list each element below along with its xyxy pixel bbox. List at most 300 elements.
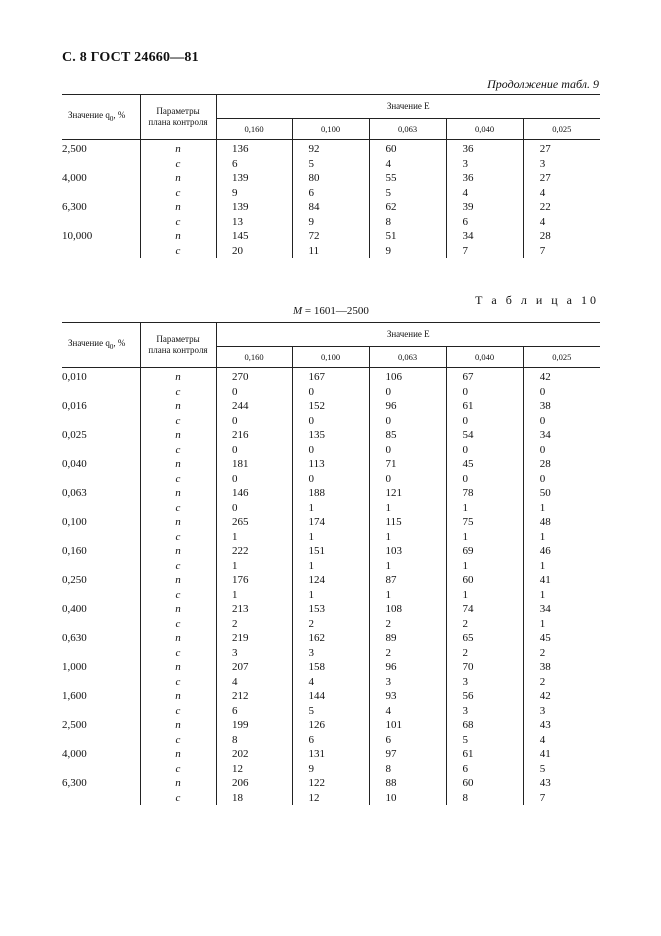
value-cell: 219 bbox=[216, 631, 292, 646]
value-cell: 38 bbox=[539, 661, 551, 673]
value-cell: 34 bbox=[446, 229, 523, 244]
table-row bbox=[62, 171, 600, 186]
value-cell: 74 bbox=[446, 602, 523, 617]
param-cell: c bbox=[140, 559, 216, 574]
table-row bbox=[62, 617, 600, 632]
param-cell: n bbox=[140, 660, 216, 675]
param-cell: c bbox=[140, 646, 216, 661]
value-cell: 2 bbox=[369, 646, 446, 661]
table-row bbox=[62, 704, 600, 719]
value-cell: 71 bbox=[369, 457, 446, 472]
param-cell: n bbox=[140, 718, 216, 733]
table-row bbox=[62, 689, 600, 704]
value-cell: 10 bbox=[369, 791, 446, 806]
table-row bbox=[62, 368, 600, 385]
value-cell: 92 bbox=[292, 140, 369, 157]
value-cell: 3 bbox=[369, 675, 446, 690]
value-cell: 207 bbox=[216, 660, 292, 675]
value-cell: 4 bbox=[539, 215, 546, 228]
value-cell: 145 bbox=[216, 229, 292, 244]
value-cell: 1 bbox=[292, 559, 369, 574]
value-cell: 181 bbox=[216, 457, 292, 472]
value-cell: 2 bbox=[446, 646, 523, 661]
param-cell: n bbox=[140, 486, 216, 501]
table-9-continuation bbox=[62, 94, 600, 258]
value-cell: 3 bbox=[446, 675, 523, 690]
value-cell: 2 bbox=[539, 646, 546, 659]
value-cell: 85 bbox=[369, 428, 446, 443]
continuation-label: Продолжение табл. 9 bbox=[487, 77, 599, 91]
params-header: Параметры плана контроля bbox=[140, 95, 216, 140]
q0-cell: 0,100 bbox=[62, 515, 140, 530]
table-row bbox=[62, 747, 600, 762]
e-value-header: 0,040 bbox=[446, 119, 523, 140]
table-row bbox=[62, 140, 600, 157]
value-cell: 5 bbox=[292, 704, 369, 719]
value-cell: 1 bbox=[216, 588, 292, 603]
value-cell: 45 bbox=[539, 632, 551, 644]
value-cell: 206 bbox=[216, 776, 292, 791]
param-cell: n bbox=[140, 573, 216, 588]
table-row bbox=[62, 385, 600, 400]
e-value-header: 0,160 bbox=[216, 347, 292, 368]
value-cell: 41 bbox=[539, 748, 551, 760]
value-cell: 22 bbox=[539, 201, 551, 213]
value-cell: 5 bbox=[292, 157, 369, 172]
value-cell: 48 bbox=[539, 516, 551, 528]
value-cell: 9 bbox=[369, 244, 446, 259]
param-cell: c bbox=[140, 733, 216, 748]
table-body bbox=[62, 368, 600, 806]
value-cell: 34 bbox=[539, 603, 551, 615]
param-cell: n bbox=[140, 689, 216, 704]
value-cell: 18 bbox=[216, 791, 292, 806]
value-cell: 2 bbox=[216, 617, 292, 632]
value-cell: 80 bbox=[292, 171, 369, 186]
value-cell: 6 bbox=[292, 186, 369, 201]
param-cell: n bbox=[140, 602, 216, 617]
value-cell: 0 bbox=[292, 443, 369, 458]
param-cell: c bbox=[140, 791, 216, 806]
value-cell: 2 bbox=[292, 617, 369, 632]
value-cell: 4 bbox=[369, 157, 446, 172]
param-cell: c bbox=[140, 675, 216, 690]
table-row bbox=[62, 472, 600, 487]
table-row bbox=[62, 186, 600, 201]
q0-cell: 0,040 bbox=[62, 457, 140, 472]
value-cell: 61 bbox=[446, 399, 523, 414]
value-cell: 38 bbox=[539, 400, 551, 412]
value-cell: 8 bbox=[216, 733, 292, 748]
value-cell: 4 bbox=[216, 675, 292, 690]
value-cell: 36 bbox=[446, 171, 523, 186]
value-cell: 9 bbox=[292, 762, 369, 777]
q0-cell bbox=[62, 675, 140, 690]
param-cell: c bbox=[140, 385, 216, 400]
q0-cell bbox=[62, 791, 140, 806]
value-cell: 135 bbox=[292, 428, 369, 443]
value-cell: 7 bbox=[446, 244, 523, 259]
q0-cell bbox=[62, 501, 140, 516]
table-row bbox=[62, 573, 600, 588]
value-cell: 8 bbox=[369, 762, 446, 777]
value-cell: 162 bbox=[292, 631, 369, 646]
table-row bbox=[62, 733, 600, 748]
param-cell: n bbox=[140, 428, 216, 443]
value-cell: 202 bbox=[216, 747, 292, 762]
q0-cell bbox=[62, 530, 140, 545]
value-cell: 69 bbox=[446, 544, 523, 559]
q0-cell bbox=[62, 646, 140, 661]
value-cell: 2 bbox=[446, 617, 523, 632]
value-cell: 0 bbox=[369, 385, 446, 400]
table-row bbox=[62, 791, 600, 806]
value-cell: 9 bbox=[292, 215, 369, 230]
param-cell: c bbox=[140, 414, 216, 429]
value-cell: 41 bbox=[539, 574, 551, 586]
q0-cell bbox=[62, 472, 140, 487]
table-row bbox=[62, 229, 600, 244]
q0-cell: 0,250 bbox=[62, 573, 140, 588]
table-row bbox=[62, 457, 600, 472]
value-cell: 11 bbox=[292, 244, 369, 259]
table-row bbox=[62, 602, 600, 617]
param-cell: n bbox=[140, 515, 216, 530]
value-cell: 176 bbox=[216, 573, 292, 588]
value-cell: 13 bbox=[216, 215, 292, 230]
q0-cell: 10,000 bbox=[62, 229, 140, 244]
e-value-header: 0,100 bbox=[292, 119, 369, 140]
table-row bbox=[62, 718, 600, 733]
value-cell: 88 bbox=[369, 776, 446, 791]
value-cell: 151 bbox=[292, 544, 369, 559]
table-row bbox=[62, 157, 600, 172]
value-cell: 0 bbox=[539, 385, 546, 398]
value-cell: 70 bbox=[446, 660, 523, 675]
value-cell: 1 bbox=[446, 530, 523, 545]
q0-cell bbox=[62, 414, 140, 429]
param-cell: n bbox=[140, 399, 216, 414]
page-header: С. 8 ГОСТ 24660—81 bbox=[62, 50, 199, 65]
value-cell: 3 bbox=[292, 646, 369, 661]
value-cell: 139 bbox=[216, 171, 292, 186]
e-value-header: 0,100 bbox=[292, 347, 369, 368]
value-cell: 108 bbox=[369, 602, 446, 617]
param-cell: c bbox=[140, 588, 216, 603]
value-cell: 7 bbox=[539, 244, 546, 257]
table-10 bbox=[62, 322, 600, 805]
value-cell: 62 bbox=[369, 200, 446, 215]
value-cell: 67 bbox=[446, 368, 523, 385]
param-cell: n bbox=[140, 776, 216, 791]
value-cell: 1 bbox=[539, 617, 546, 630]
q0-cell bbox=[62, 385, 140, 400]
e-value-header: 0,025 bbox=[523, 347, 600, 368]
q0-cell: 4,000 bbox=[62, 747, 140, 762]
value-cell: 7 bbox=[539, 791, 546, 804]
value-cell: 3 bbox=[446, 157, 523, 172]
value-cell: 1 bbox=[446, 588, 523, 603]
value-cell: 0 bbox=[216, 443, 292, 458]
value-cell: 1 bbox=[369, 530, 446, 545]
value-cell: 122 bbox=[292, 776, 369, 791]
e-value-header: 0,063 bbox=[369, 347, 446, 368]
table-row bbox=[62, 501, 600, 516]
q0-cell: 0,160 bbox=[62, 544, 140, 559]
value-cell: 72 bbox=[292, 229, 369, 244]
param-cell: n bbox=[140, 544, 216, 559]
param-cell: c bbox=[140, 704, 216, 719]
value-cell: 89 bbox=[369, 631, 446, 646]
table-row bbox=[62, 428, 600, 443]
value-cell: 0 bbox=[216, 385, 292, 400]
value-cell: 61 bbox=[446, 747, 523, 762]
q0-header: Значение $q_0$, % bbox=[62, 323, 140, 368]
value-cell: 0 bbox=[216, 501, 292, 516]
value-cell: 54 bbox=[446, 428, 523, 443]
table-10-subtitle: M = 1601—2500 bbox=[293, 305, 369, 317]
q0-cell bbox=[62, 762, 140, 777]
value-cell: 126 bbox=[292, 718, 369, 733]
value-cell: 96 bbox=[369, 399, 446, 414]
value-cell: 4 bbox=[539, 186, 546, 199]
value-cell: 174 bbox=[292, 515, 369, 530]
value-cell: 0 bbox=[539, 443, 546, 456]
e-value-header: 0,025 bbox=[523, 119, 600, 140]
param-cell: c bbox=[140, 215, 216, 230]
value-cell: 60 bbox=[369, 140, 446, 157]
value-cell: 55 bbox=[369, 171, 446, 186]
q0-cell: 0,400 bbox=[62, 602, 140, 617]
q0-cell bbox=[62, 443, 140, 458]
value-cell: 0 bbox=[216, 414, 292, 429]
value-cell: 8 bbox=[369, 215, 446, 230]
value-cell: 84 bbox=[292, 200, 369, 215]
value-cell: 1 bbox=[216, 559, 292, 574]
q0-cell bbox=[62, 244, 140, 259]
value-cell: 0 bbox=[216, 472, 292, 487]
value-cell: 8 bbox=[446, 791, 523, 806]
param-cell: c bbox=[140, 186, 216, 201]
table-row bbox=[62, 675, 600, 690]
value-cell: 75 bbox=[446, 515, 523, 530]
value-cell: 12 bbox=[292, 791, 369, 806]
q0-cell: 0,025 bbox=[62, 428, 140, 443]
param-cell: n bbox=[140, 200, 216, 215]
value-cell: 106 bbox=[369, 368, 446, 385]
q0-cell: 1,000 bbox=[62, 660, 140, 675]
value-cell: 56 bbox=[446, 689, 523, 704]
q0-cell: 0,016 bbox=[62, 399, 140, 414]
value-cell: 65 bbox=[446, 631, 523, 646]
value-cell: 2 bbox=[539, 675, 546, 688]
value-cell: 0 bbox=[292, 472, 369, 487]
value-cell: 6 bbox=[369, 733, 446, 748]
table-row bbox=[62, 631, 600, 646]
value-cell: 188 bbox=[292, 486, 369, 501]
param-cell: c bbox=[140, 501, 216, 516]
value-cell: 1 bbox=[539, 530, 546, 543]
value-cell: 6 bbox=[216, 704, 292, 719]
table-row bbox=[62, 244, 600, 259]
value-cell: 4 bbox=[369, 704, 446, 719]
value-cell: 4 bbox=[292, 675, 369, 690]
value-cell: 1 bbox=[446, 501, 523, 516]
table-row bbox=[62, 486, 600, 501]
value-cell: 6 bbox=[292, 733, 369, 748]
q0-cell: 0,063 bbox=[62, 486, 140, 501]
e-value-header: 0,063 bbox=[369, 119, 446, 140]
param-cell: n bbox=[140, 631, 216, 646]
param-cell: c bbox=[140, 762, 216, 777]
param-cell: n bbox=[140, 368, 216, 385]
param-cell: n bbox=[140, 457, 216, 472]
table-row bbox=[62, 399, 600, 414]
value-cell: 3 bbox=[539, 157, 546, 170]
table-row bbox=[62, 544, 600, 559]
value-cell: 6 bbox=[216, 157, 292, 172]
value-cell: 1 bbox=[216, 530, 292, 545]
value-cell: 45 bbox=[446, 457, 523, 472]
value-cell: 212 bbox=[216, 689, 292, 704]
value-cell: 50 bbox=[539, 487, 551, 499]
value-cell: 39 bbox=[446, 200, 523, 215]
value-cell: 124 bbox=[292, 573, 369, 588]
value-cell: 213 bbox=[216, 602, 292, 617]
value-cell: 121 bbox=[369, 486, 446, 501]
value-cell: 51 bbox=[369, 229, 446, 244]
param-cell: c bbox=[140, 244, 216, 259]
value-cell: 78 bbox=[446, 486, 523, 501]
q0-cell: 0,010 bbox=[62, 368, 140, 385]
param-cell: c bbox=[140, 157, 216, 172]
value-cell: 0 bbox=[446, 414, 523, 429]
value-cell: 131 bbox=[292, 747, 369, 762]
q0-cell bbox=[62, 588, 140, 603]
table-row bbox=[62, 200, 600, 215]
q0-cell bbox=[62, 704, 140, 719]
value-cell: 5 bbox=[446, 733, 523, 748]
value-cell: 1 bbox=[446, 559, 523, 574]
value-cell: 1 bbox=[369, 588, 446, 603]
value-cell: 0 bbox=[539, 414, 546, 427]
q0-cell: 0,630 bbox=[62, 631, 140, 646]
value-cell: 60 bbox=[446, 776, 523, 791]
value-cell: 103 bbox=[369, 544, 446, 559]
value-cell: 87 bbox=[369, 573, 446, 588]
value-cell: 20 bbox=[216, 244, 292, 259]
param-cell: c bbox=[140, 472, 216, 487]
value-cell: 1 bbox=[539, 559, 546, 572]
value-cell: 1 bbox=[292, 501, 369, 516]
value-cell: 4 bbox=[446, 186, 523, 201]
table-row bbox=[62, 646, 600, 661]
value-cell: 244 bbox=[216, 399, 292, 414]
table-row bbox=[62, 762, 600, 777]
value-cell: 265 bbox=[216, 515, 292, 530]
value-cell: 167 bbox=[292, 368, 369, 385]
value-cell: 0 bbox=[369, 414, 446, 429]
param-cell: c bbox=[140, 530, 216, 545]
value-cell: 68 bbox=[446, 718, 523, 733]
value-cell: 0 bbox=[446, 385, 523, 400]
q0-cell bbox=[62, 617, 140, 632]
q0-cell bbox=[62, 559, 140, 574]
value-cell: 101 bbox=[369, 718, 446, 733]
value-cell: 0 bbox=[369, 443, 446, 458]
param-cell: n bbox=[140, 747, 216, 762]
table-row bbox=[62, 215, 600, 230]
value-cell: 1 bbox=[292, 588, 369, 603]
value-cell: 43 bbox=[539, 777, 551, 789]
value-cell: 1 bbox=[539, 588, 546, 601]
params-header: Параметры плана контроля bbox=[140, 323, 216, 368]
q0-header: Значение $q_0$, % bbox=[62, 95, 140, 140]
q0-cell bbox=[62, 733, 140, 748]
value-cell: 158 bbox=[292, 660, 369, 675]
param-cell: n bbox=[140, 140, 216, 157]
value-cell: 5 bbox=[539, 762, 546, 775]
value-cell: 12 bbox=[216, 762, 292, 777]
value-cell: 139 bbox=[216, 200, 292, 215]
q0-cell bbox=[62, 157, 140, 172]
value-cell: 28 bbox=[539, 230, 551, 242]
table-row bbox=[62, 588, 600, 603]
value-cell: 1 bbox=[369, 559, 446, 574]
value-cell: 1 bbox=[292, 530, 369, 545]
value-cell: 216 bbox=[216, 428, 292, 443]
value-cell: 28 bbox=[539, 458, 551, 470]
value-cell: 3 bbox=[216, 646, 292, 661]
table-row bbox=[62, 530, 600, 545]
value-cell: 270 bbox=[216, 368, 292, 385]
q0-cell bbox=[62, 186, 140, 201]
value-cell: 0 bbox=[539, 472, 546, 485]
value-cell: 3 bbox=[446, 704, 523, 719]
e-value-header: 0,040 bbox=[446, 347, 523, 368]
value-cell: 36 bbox=[446, 140, 523, 157]
q0-cell: 6,300 bbox=[62, 200, 140, 215]
value-cell: 5 bbox=[369, 186, 446, 201]
value-cell: 146 bbox=[216, 486, 292, 501]
value-cell: 42 bbox=[539, 371, 551, 383]
value-cell: 27 bbox=[539, 143, 551, 155]
value-cell: 115 bbox=[369, 515, 446, 530]
value-cell: 3 bbox=[539, 704, 546, 717]
value-cell: 0 bbox=[446, 472, 523, 487]
value-cell: 27 bbox=[539, 172, 551, 184]
value-cell: 6 bbox=[446, 762, 523, 777]
param-cell: n bbox=[140, 171, 216, 186]
table-row bbox=[62, 660, 600, 675]
value-cell: 4 bbox=[539, 733, 546, 746]
value-cell: 136 bbox=[216, 140, 292, 157]
value-cell: 0 bbox=[292, 385, 369, 400]
table-row bbox=[62, 559, 600, 574]
value-cell: 97 bbox=[369, 747, 446, 762]
q0-cell: 2,500 bbox=[62, 140, 140, 157]
value-cell: 1 bbox=[369, 501, 446, 516]
value-cell: 96 bbox=[369, 660, 446, 675]
param-cell: c bbox=[140, 443, 216, 458]
table-row bbox=[62, 443, 600, 458]
table-row bbox=[62, 515, 600, 530]
value-cell: 60 bbox=[446, 573, 523, 588]
e-header: Значение E bbox=[216, 323, 600, 347]
value-cell: 0 bbox=[369, 472, 446, 487]
q0-cell: 2,500 bbox=[62, 718, 140, 733]
q0-cell: 4,000 bbox=[62, 171, 140, 186]
